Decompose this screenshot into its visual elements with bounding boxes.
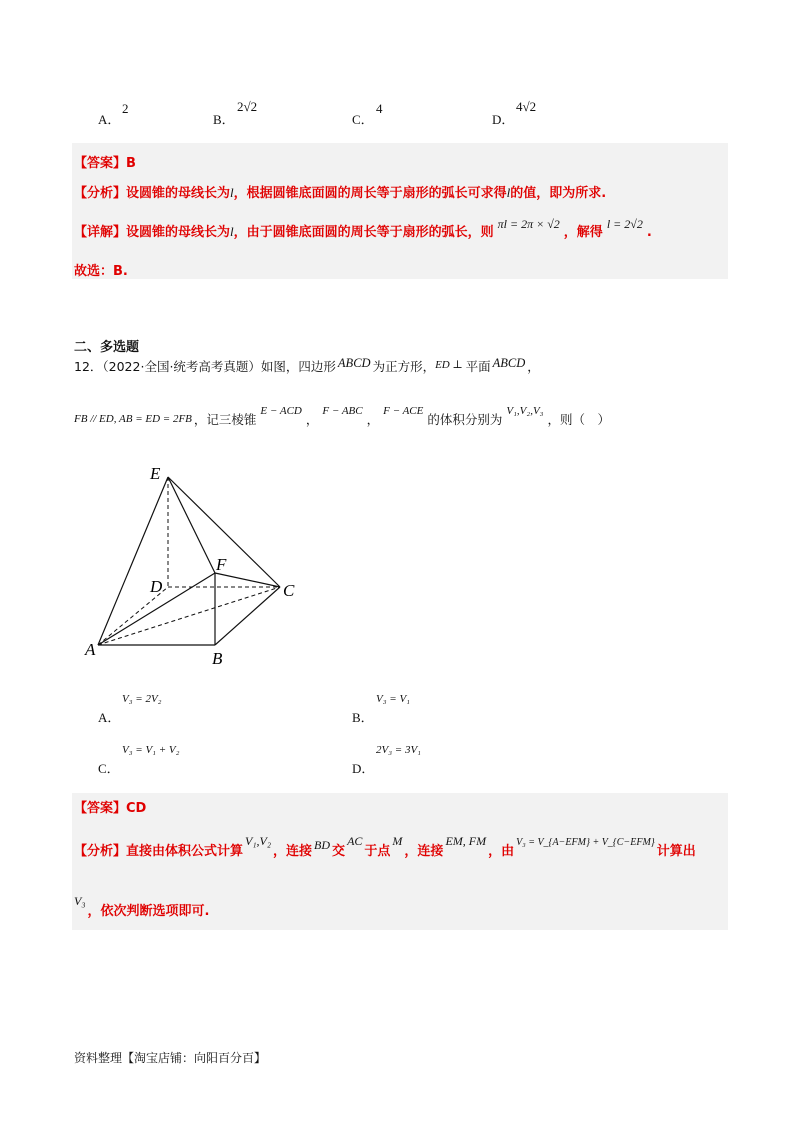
- q12-option-a-value: V₃ = 2V₂: [122, 693, 162, 705]
- q12-option-c-value: V₃ = V₁ + V₂: [122, 744, 180, 756]
- q11-conclusion: 故选：B.: [74, 264, 128, 279]
- q12-stem-math-ed-perp: ED ⊥: [435, 359, 466, 371]
- q11-analysis: [74, 182, 606, 201]
- q11-detail-end: .: [646, 225, 652, 240]
- label-d: D: [150, 577, 163, 596]
- edge-ea: [98, 477, 168, 645]
- q11-option-a-label: A．: [98, 112, 121, 127]
- q11-option-d-value: 4√2: [516, 99, 537, 114]
- q12-stem-text-3: 平面: [465, 359, 491, 374]
- q12-option-d-value: 2V₃ = 3V₁: [376, 744, 422, 756]
- q12-analysis-text-6: ，由: [488, 844, 515, 859]
- q12-analysis-math-em-fm: EM, FM: [445, 834, 487, 848]
- label-e: E: [150, 464, 161, 483]
- q12-analysis-text-1: 【分析】直接由体积公式计算: [74, 844, 244, 859]
- q11-analysis-var2: l: [506, 185, 511, 200]
- q12-analysis-text-8: ，依次判断选项即可.: [87, 904, 210, 919]
- q12-stem-math-f-abc: F − ABC: [322, 405, 363, 417]
- q12-stem-text-5: ，记三棱锥: [193, 412, 257, 427]
- q12-option-b-label: B．: [352, 710, 374, 725]
- pyramid-figure: [80, 455, 320, 675]
- q11-analysis-var: l: [230, 185, 234, 200]
- edge-fc: [215, 573, 280, 587]
- q12-option-d-label: D．: [352, 761, 375, 776]
- q11-detail-equation: πl = 2π × √2: [497, 217, 560, 231]
- q12-stem-text-1: 12．（2022·全国·统考高考真题）如图，四边形: [74, 359, 336, 374]
- q11-analysis-end: 的值，即为所求.: [510, 186, 607, 201]
- q11-option-d-label: D．: [492, 112, 515, 127]
- q12-option-c-label: C．: [98, 761, 120, 776]
- q12-analysis-text-4: 于点: [364, 844, 391, 859]
- q11-option-c-value: 4: [376, 101, 383, 116]
- label-f: F: [216, 555, 227, 574]
- q12-analysis-math-v1v2: V₁,V₂: [245, 834, 272, 848]
- q11-detail-prefix: 【详解】设圆锥的母线长为: [74, 225, 231, 240]
- q12-stem-text-2: 为正方形，: [372, 359, 436, 374]
- edge-ac-hidden: [98, 587, 280, 645]
- q12-analysis-text-7: 计算出: [656, 844, 696, 859]
- q11-answer: 【答案】B: [74, 156, 136, 171]
- q12-stem-text-6: ，: [305, 412, 319, 427]
- q12-stem-math-conditions: FB // ED, AB = ED = 2FB: [74, 413, 192, 425]
- q11-detail-result: l = 2√2: [606, 217, 643, 231]
- q12-analysis-math-m: M: [392, 834, 403, 848]
- label-a: A: [85, 640, 96, 659]
- q12-analysis-text-3: 交: [332, 844, 346, 859]
- label-c: C: [283, 581, 295, 600]
- q12-option-b-value: V₃ = V₁: [376, 693, 411, 705]
- q12-stem-math-abcd: ABCD: [337, 356, 371, 370]
- q11-solution-panel: [72, 143, 728, 279]
- q12-stem-line2: [74, 405, 611, 428]
- q12-stem-math-f-ace: F − ACE: [383, 405, 424, 417]
- q12-analysis-math-v3: V₃: [74, 894, 86, 908]
- q12-stem-text-9: ，则（ ）: [547, 412, 611, 427]
- q12-analysis-text-5: ，连接: [404, 844, 444, 859]
- q12-analysis-math-ac: AC: [347, 834, 363, 848]
- q11-analysis-prefix: 【分析】设圆锥的母线长为: [74, 186, 231, 201]
- q11-detail-mid: ，由于圆锥底面圆的周长等于扇形的弧长，则: [233, 225, 494, 240]
- q11-option-a-value: 2: [122, 101, 129, 116]
- q12-analysis-line2: [74, 894, 210, 919]
- q12-stem-line1: [74, 357, 540, 375]
- q12-stem-math-abcd-2: ABCD: [492, 356, 526, 370]
- q12-stem-text-4: ，: [527, 359, 540, 374]
- q11-option-b-value: 2√2: [237, 99, 258, 114]
- q12-answer: 【答案】CD: [74, 801, 147, 816]
- q11-detail-var: l: [230, 224, 234, 239]
- q12-stem-text-8: 的体积分别为: [427, 412, 503, 427]
- label-b: B: [212, 649, 223, 668]
- q12-analysis: [74, 834, 696, 859]
- edge-bc: [215, 587, 280, 645]
- q11-option-c-label: C．: [352, 112, 374, 127]
- q11-analysis-mid: ，根据圆锥底面圆的周长等于扇形的弧长可求得: [233, 186, 507, 201]
- q11-detail: [74, 217, 652, 240]
- edge-ef: [168, 477, 215, 573]
- q11-detail-mid2: ，解得: [563, 225, 603, 240]
- section-title: 二、多选题: [74, 340, 140, 355]
- q12-analysis-text-2: ，连接: [273, 844, 313, 859]
- q12-analysis-math-v3-sum: V₃ = V_{A−EFM} + V_{C−EFM}: [516, 837, 655, 848]
- q12-option-a-label: A．: [98, 710, 121, 725]
- q12-analysis-math-bd: BD: [314, 838, 331, 852]
- q12-stem-text-7: ，: [366, 412, 380, 427]
- footer-source: 资料整理【淘宝店铺：向阳百分百】: [74, 1051, 267, 1065]
- q12-stem-math-e-acd: E − ACD: [260, 405, 302, 417]
- q11-option-b-label: B．: [213, 112, 235, 127]
- q12-stem-math-volumes: V₁,V₂,V₃: [506, 405, 544, 417]
